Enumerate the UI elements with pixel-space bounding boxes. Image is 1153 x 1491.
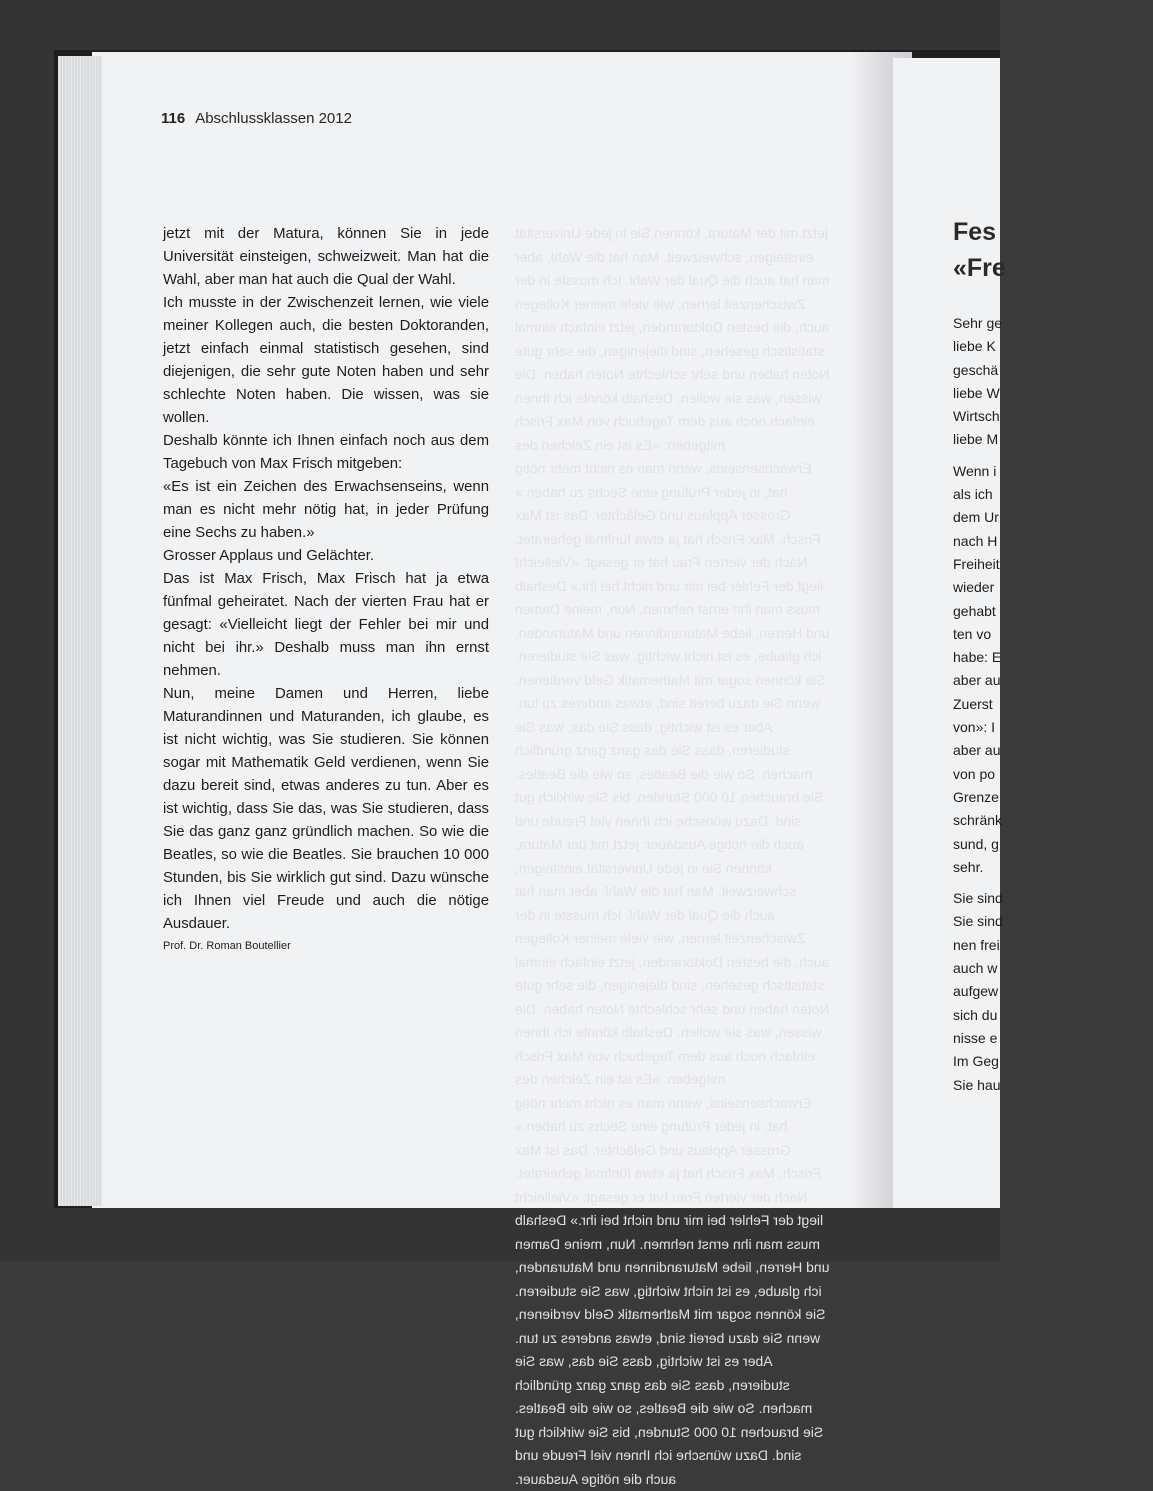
paragraph: Nun, meine Damen und Herren, liebe Maturandinnen und Maturanden, ich glaube, es ist nicht wichtig, was Sie studieren. Sie können sogar mit Mathematik Geld verdienen, wenn Sie dazu bereit sind, etwas anderes zu tun. Aber es ist wichtig, dass Sie das, was Sie studieren, dass Sie das ganz ganz gründlich machen. So wie die Beatles, so wie die Beatles. Sie brauchen 10 000 Stunden, bis Sie wirklich gut sind. Dazu wünsche ich Ihnen viel Freude und auch die nötige Ausdauer. <box>163 686 489 932</box>
paragraph: Grosser Applaus und Gelächter. <box>163 548 375 564</box>
right-page-line: Wirtsch <box>953 408 1000 425</box>
right-page-line: nach H <box>953 532 998 549</box>
right-page-line: sehr. <box>953 858 984 875</box>
title-line: «Fre <box>953 254 1006 282</box>
paragraph: Das ist Max Frisch, Max Frisch hat ja etwa fünfmal geheiratet. Nach der vierten Frau hat er gesagt: «Vielleicht liegt der Fehler bei mir und nicht bei ihr.» Deshalb muss man ihn ernst nehmen. <box>163 571 489 679</box>
right-page-line: nisse e <box>953 1029 998 1046</box>
right-page-line: ten vo <box>953 625 992 642</box>
right-page-line: Sehr ge <box>953 315 1003 331</box>
right-page-line: aber au <box>953 672 1001 689</box>
right-page-line: liebe M <box>953 431 999 448</box>
right-page-line: von»: I <box>953 719 996 736</box>
right-page-text <box>953 312 1153 1097</box>
right-page-line: aber au <box>953 742 1001 759</box>
right-page-line: Sie sind <box>953 890 1003 907</box>
right-page-line: auch w <box>953 960 998 977</box>
section-title: Abschlussklassen 2012 <box>195 110 352 127</box>
right-page-line: Freiheit <box>953 555 1000 572</box>
right-page-line: sund, g <box>953 835 999 852</box>
right-page-line: sich du <box>953 1006 998 1023</box>
right-page-line: liebe K <box>953 338 996 355</box>
page-edges <box>58 56 102 1206</box>
right-page-line: Zuerst <box>953 695 993 712</box>
right-page-title <box>953 214 1006 286</box>
page-number: 116 <box>161 110 186 127</box>
right-page-line: nen frei <box>953 936 1000 953</box>
show-through-text: jetzt mit der Matura, können Sie in jede Universität einsteigen, schweizweit. Man hat die Wahl, aber man hat auch die Qual der Wahl. Ich musste in der Zwischenzeit lernen, wie viele meiner Kollegen auch, die besten Doktoranden, jetzt einfach einmal statistisch gesehen, sind diejenigen, die sehr gute Noten haben und sehr schlechte Noten haben. Die wissen, was sie wollen. Deshalb könnte ich Ihnen einfach noch aus dem Tagebuch von Max Frisch mitgeben: «Es ist ein Zeichen des Erwachsenseins, wenn man es nicht mehr nötig hat, in jeder Prüfung eine Sechs zu haben.» Grosser Applaus und Gelächter. Das ist Max Frisch, Max Frisch hat ja etwa fünfmal geheiratet. Nach der vierten Frau hat er gesagt: «Vielleicht liegt der Fehler bei mir und nicht bei ihr.» Deshalb muss man ihn ernst nehmen. Nun, meine Damen und Herren, liebe Maturandinnen und Maturanden, ich glaube, es ist nicht wichtig, was Sie studieren. Sie können sogar mit Mathematik Geld verdienen, wenn Sie dazu bereit sind, etwas anderes zu tun. Aber es ist wichtig, dass Sie das, was Sie studieren, dass Sie das ganz ganz gründlich machen. So wie die Beatles, so wie die Beatles. Sie brauchen 10 000 Stunden, bis Sie wirklich gut sind. Dazu wünsche ich Ihnen viel Freude und auch die nötige Ausdauer. jetzt mit der Matura, können Sie in jede Universität einsteigen, schweizweit. Man hat die Wahl, aber man hat auch die Qual der Wahl. Ich musste in der Zwischenzeit lernen, wie viele meiner Kollegen auch, die besten Doktoranden, jetzt einfach einmal statistisch gesehen, sind diejenigen, die sehr gute Noten haben und sehr schlechte Noten haben. Die wissen, was sie wollen. Deshalb könnte ich Ihnen einfach noch aus dem Tagebuch von Max Frisch mitgeben: «Es ist ein Zeichen des Erwachsenseins, wenn man es nicht mehr nötig hat, in jeder Prüfung eine Sechs zu haben.» Grosser Applaus und Gelächter. Das ist Max Frisch, Max Frisch hat ja etwa fünfmal geheiratet. Nach der vierten Frau hat er gesagt: «Vielleicht liegt der Fehler bei mir und nicht bei ihr.» Deshalb muss man ihn ernst nehmen. Nun, meine Damen und Herren, liebe Maturandinnen und Maturanden, ich glaube, es ist nicht wichtig, was Sie studieren. Sie können sogar mit Mathematik Geld verdienen, wenn Sie dazu bereit sind, etwas anderes zu tun. Aber es ist wichtig, dass Sie das, was Sie studieren, dass Sie das ganz ganz gründlich machen. So wie die Beatles, so wie die Beatles. Sie brauchen 10 000 Stunden, bis Sie wirklich gut sind. Dazu wünsche ich Ihnen viel Freude und auch die nötige Ausdauer. <box>515 225 830 1487</box>
author-signature: Prof. Dr. Roman Boutellier <box>163 940 291 952</box>
right-page-line: von po <box>953 765 996 782</box>
right-page-line: Im Geg <box>953 1053 999 1070</box>
title-line: Fes <box>953 218 997 246</box>
right-page-line: liebe W <box>953 384 1000 401</box>
right-page-line: Wenn i <box>953 462 997 479</box>
right-page-line: geschä <box>953 361 999 378</box>
right-page-line: Sie hau <box>953 1076 1001 1093</box>
right-page-line: als ich <box>953 486 993 503</box>
paragraph: jetzt mit der Matura, können Sie in jede Universität einsteigen, schweizweit. Man hat die Wahl, aber man hat auch die Qual der Wahl. <box>163 226 489 288</box>
right-page-line: gehabt <box>953 602 996 619</box>
right-page-line: dem Ur <box>953 509 999 526</box>
paragraph: Deshalb könnte ich Ihnen einfach noch aus dem Tagebuch von Max Frisch mitgeben: <box>163 433 489 472</box>
running-head <box>161 110 352 127</box>
paragraph: Ich musste in der Zwischenzeit lernen, wie viele meiner Kollegen auch, die besten Doktoranden, jetzt einfach einmal statistisch gesehen, sind diejenigen, die sehr gute Noten haben und sehr schlechte Noten haben. Die wissen, was sie wollen. <box>163 295 489 426</box>
right-page-line: wieder <box>953 579 995 596</box>
main-text <box>163 223 489 953</box>
right-page-line: Sie sind <box>953 913 1003 930</box>
right-page-line: habe: E <box>953 649 1002 666</box>
paragraph: «Es ist ein Zeichen des Erwachsenseins, wenn man es nicht mehr nötig hat, in jeder Prüfung eine Sechs zu haben.» <box>163 479 489 541</box>
right-page-line: schränk <box>953 812 1003 829</box>
right-page-line: Grenze <box>953 788 999 805</box>
right-page-line: aufgew <box>953 983 999 1000</box>
